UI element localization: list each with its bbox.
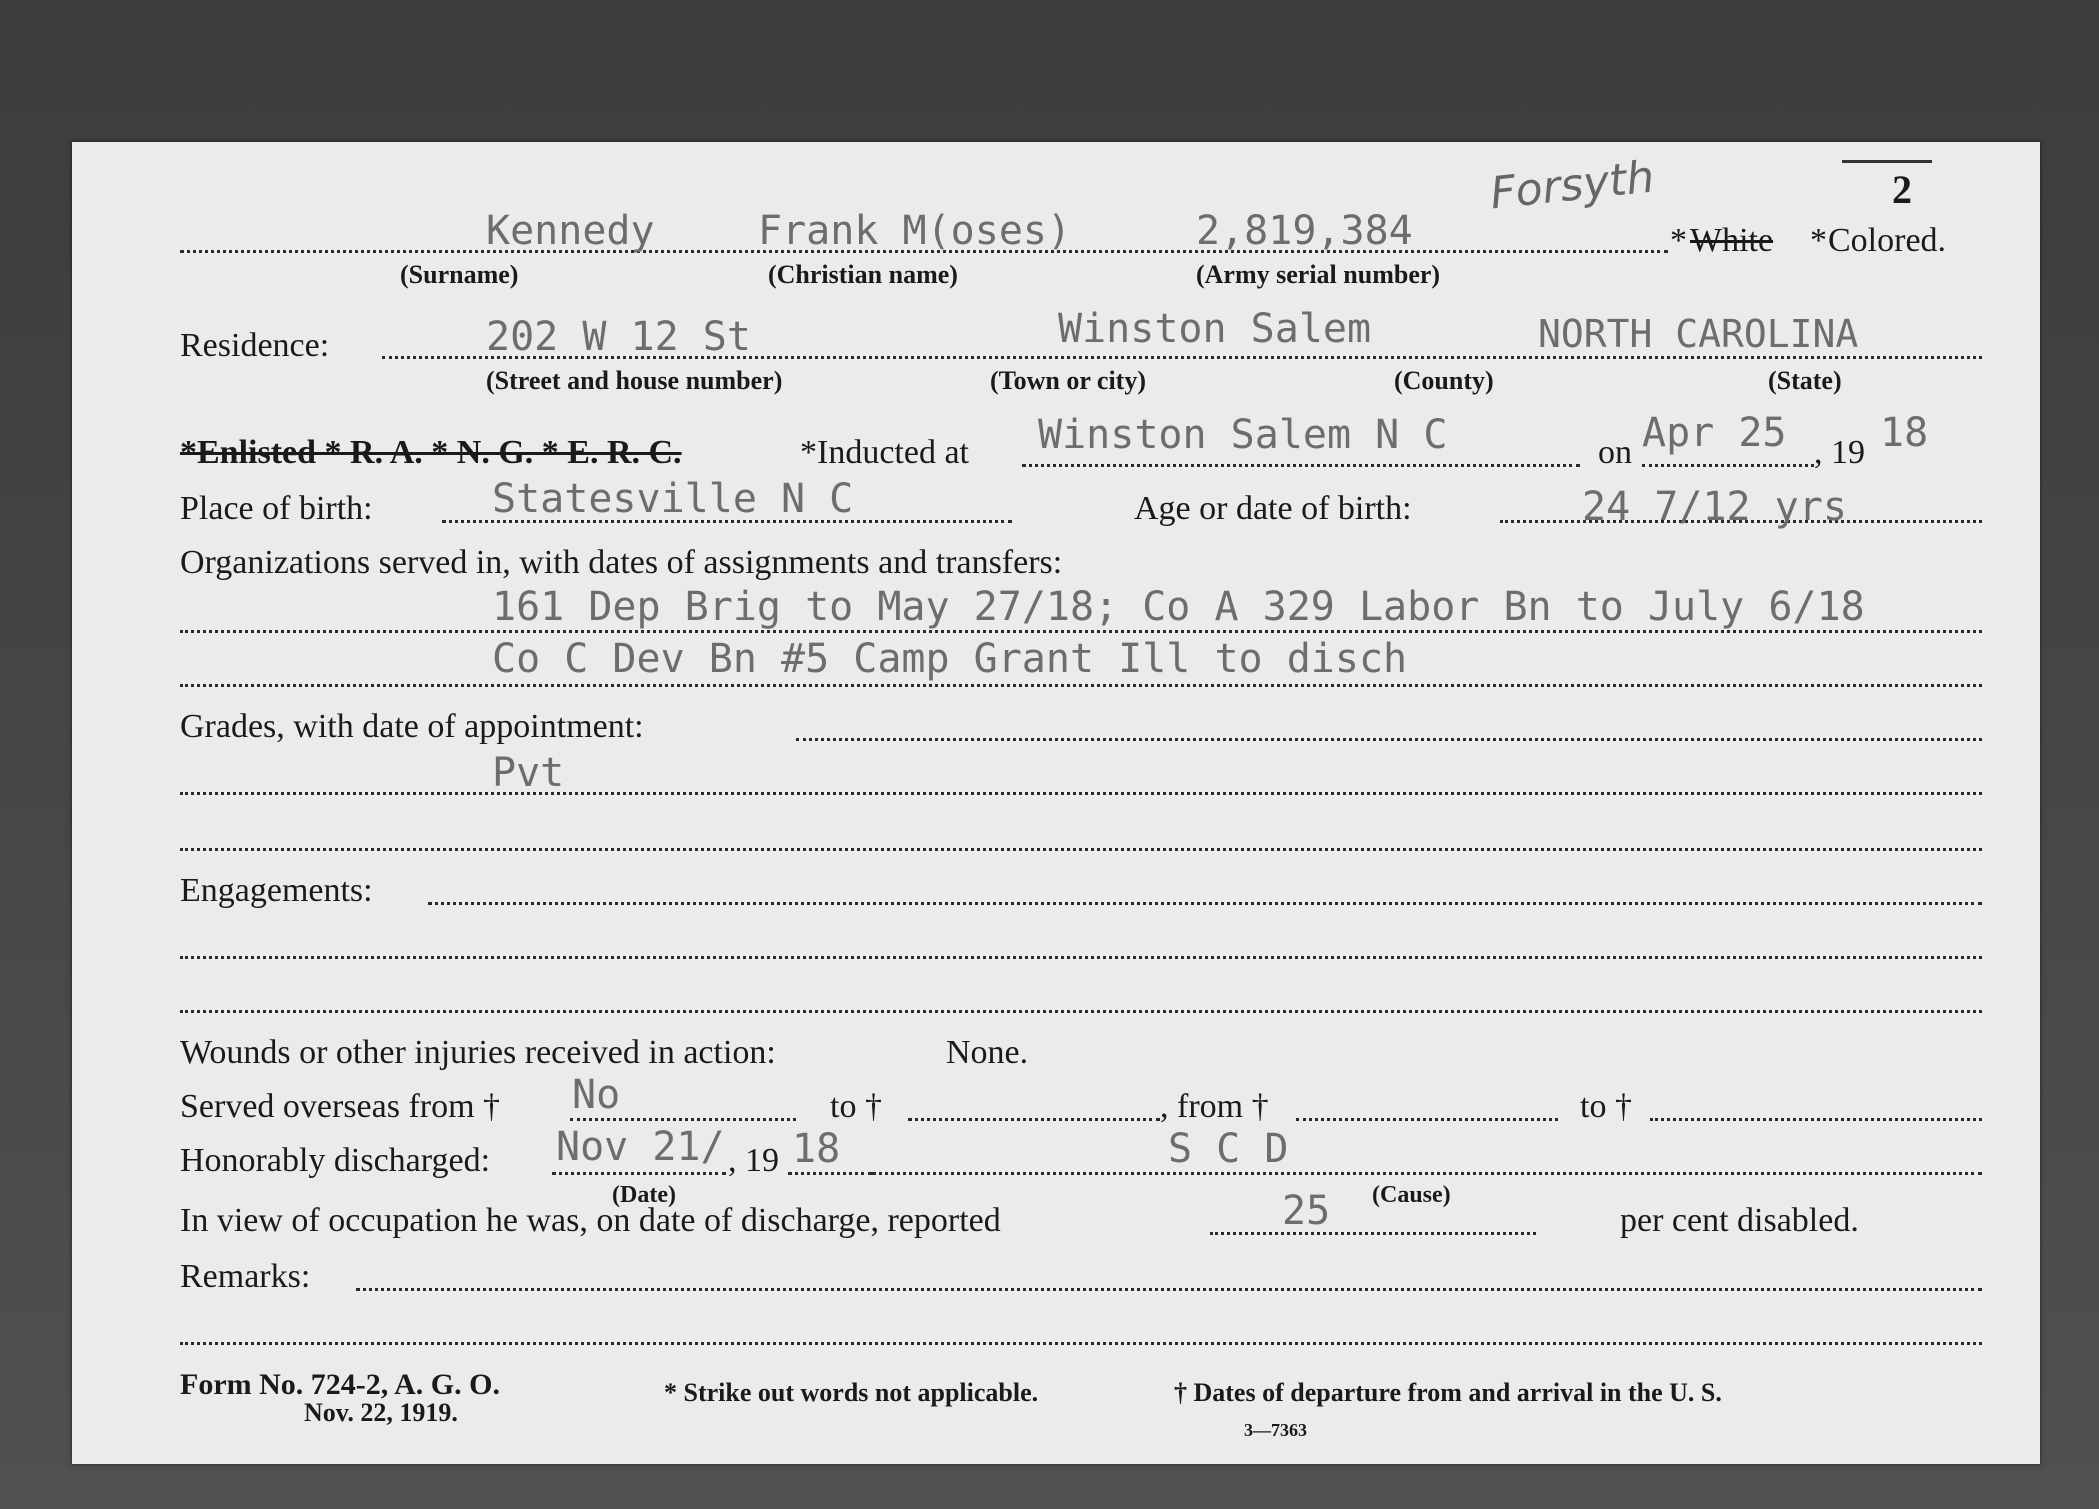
engagements-rule-2 xyxy=(180,956,1982,959)
discharge-year-prefix: , 19 xyxy=(728,1142,779,1179)
grades-rule-1 xyxy=(796,738,1982,741)
inducted-place: Winston Salem N C xyxy=(1038,412,1448,458)
age-value: 24 7/12 yrs xyxy=(1582,484,1847,530)
engagements-label: Engagements: xyxy=(180,872,373,909)
christian-name-value: Frank M(oses) xyxy=(758,208,1072,254)
grades-rule-3 xyxy=(180,848,1982,851)
overseas-to-rule-1 xyxy=(908,1118,1160,1121)
county-handwritten-note: Forsyth xyxy=(1487,151,1657,220)
inducted-date-rule xyxy=(1642,464,1814,467)
discharge-label: Honorably discharged: xyxy=(180,1142,491,1179)
discharge-year: 18 xyxy=(792,1126,841,1172)
discharge-date-rule xyxy=(552,1172,726,1175)
form-date: Nov. 22, 1919. xyxy=(304,1398,458,1427)
form-number: Form No. 724-2, A. G. O. xyxy=(180,1368,500,1401)
inducted-year: 18 xyxy=(1880,410,1929,456)
grades-rule-2 xyxy=(180,792,1982,795)
discharge-year-rule xyxy=(788,1172,872,1175)
disability-rule xyxy=(1210,1232,1536,1235)
discharge-cause: S C D xyxy=(1168,1126,1289,1172)
caption-street: (Street and house number) xyxy=(486,366,783,395)
disability-label: In view of occupation he was, on date of discharge, reported xyxy=(180,1202,1001,1239)
overseas-to-label-2: to † xyxy=(1580,1088,1632,1125)
remarks-rule-1 xyxy=(356,1288,1982,1291)
residence-street: 202 W 12 St xyxy=(486,314,751,360)
grades-value: Pvt xyxy=(492,750,565,796)
disability-suffix: per cent disabled. xyxy=(1620,1202,1859,1239)
discharge-date: Nov 21/ xyxy=(556,1124,725,1170)
caption-discharge-cause: (Cause) xyxy=(1372,1182,1451,1208)
service-record-card xyxy=(72,142,2040,1464)
caption-county: (County) xyxy=(1394,366,1494,395)
organizations-label: Organizations served in, with dates of assignments and transfers: xyxy=(180,544,1063,581)
caption-state: (State) xyxy=(1768,366,1842,395)
overseas-to-label-1: to † xyxy=(830,1088,882,1125)
age-label: Age or date of birth: xyxy=(1134,490,1412,527)
caption-christian-name: (Christian name) xyxy=(768,260,958,289)
page-number: 2 xyxy=(1892,167,1912,212)
overseas-to-rule-2 xyxy=(1650,1118,1982,1121)
caption-town: (Town or city) xyxy=(990,366,1146,395)
race-asterisk-2: * xyxy=(1810,222,1827,259)
residence-town: Winston Salem xyxy=(1058,306,1372,352)
organizations-rule-2 xyxy=(180,684,1982,687)
inducted-date: Apr 25 xyxy=(1642,410,1787,456)
remarks-label: Remarks: xyxy=(180,1258,311,1295)
place-of-birth-label: Place of birth: xyxy=(180,490,373,527)
overseas-from-label-2: , from † xyxy=(1160,1088,1269,1125)
grades-label: Grades, with date of appointment: xyxy=(180,708,644,745)
dates-note: † Dates of departure from and arrival in the U. S. xyxy=(1174,1378,1722,1407)
discharge-cause-rule xyxy=(872,1172,1982,1175)
engagements-rule-1 xyxy=(428,902,1982,905)
overseas-from-rule-2 xyxy=(1296,1118,1558,1121)
strike-note: * Strike out words not applicable. xyxy=(664,1378,1039,1407)
organizations-line-1: 161 Dep Brig to May 27/18; Co A 329 Labor Bn to July 6/18 xyxy=(492,584,1865,630)
inducted-on-label: on xyxy=(1598,434,1632,471)
inducted-rule xyxy=(1022,464,1580,467)
surname-value: Kennedy xyxy=(486,208,655,254)
overseas-from-label: Served overseas from † xyxy=(180,1088,501,1125)
organizations-rule-1 xyxy=(180,630,1982,633)
engagements-rule-3 xyxy=(180,1010,1982,1013)
race-white-struck: White xyxy=(1690,222,1774,259)
disability-value: 25 xyxy=(1282,1188,1331,1234)
remarks-rule-2 xyxy=(180,1342,1982,1345)
caption-serial-number: (Army serial number) xyxy=(1196,260,1441,289)
enlistment-options-struck: *Enlisted * R. A. * N. G. * E. R. C. xyxy=(180,434,682,471)
organizations-line-2: Co C Dev Bn #5 Camp Grant Ill to disch xyxy=(492,636,1408,682)
overseas-from-value: No xyxy=(572,1072,621,1118)
residence-state: NORTH CAROLINA xyxy=(1538,312,1859,356)
place-of-birth-value: Statesville N C xyxy=(492,476,854,522)
race-asterisk-1: * xyxy=(1670,222,1687,259)
race-colored: Colored. xyxy=(1828,222,1947,259)
residence-label: Residence: xyxy=(180,327,330,364)
serial-number-value: 2,819,384 xyxy=(1196,208,1413,254)
wounds-label: Wounds or other injuries received in action: xyxy=(180,1034,776,1071)
wounds-value: None. xyxy=(946,1034,1029,1071)
page-number-rule xyxy=(1842,160,1932,163)
print-code: 3—7363 xyxy=(1244,1420,1307,1440)
caption-discharge-date: (Date) xyxy=(612,1182,676,1208)
overseas-from-rule xyxy=(570,1118,796,1121)
inducted-year-prefix: , 19 xyxy=(1814,434,1865,471)
inducted-label: *Inducted at xyxy=(800,434,969,471)
caption-surname: (Surname) xyxy=(400,260,519,289)
